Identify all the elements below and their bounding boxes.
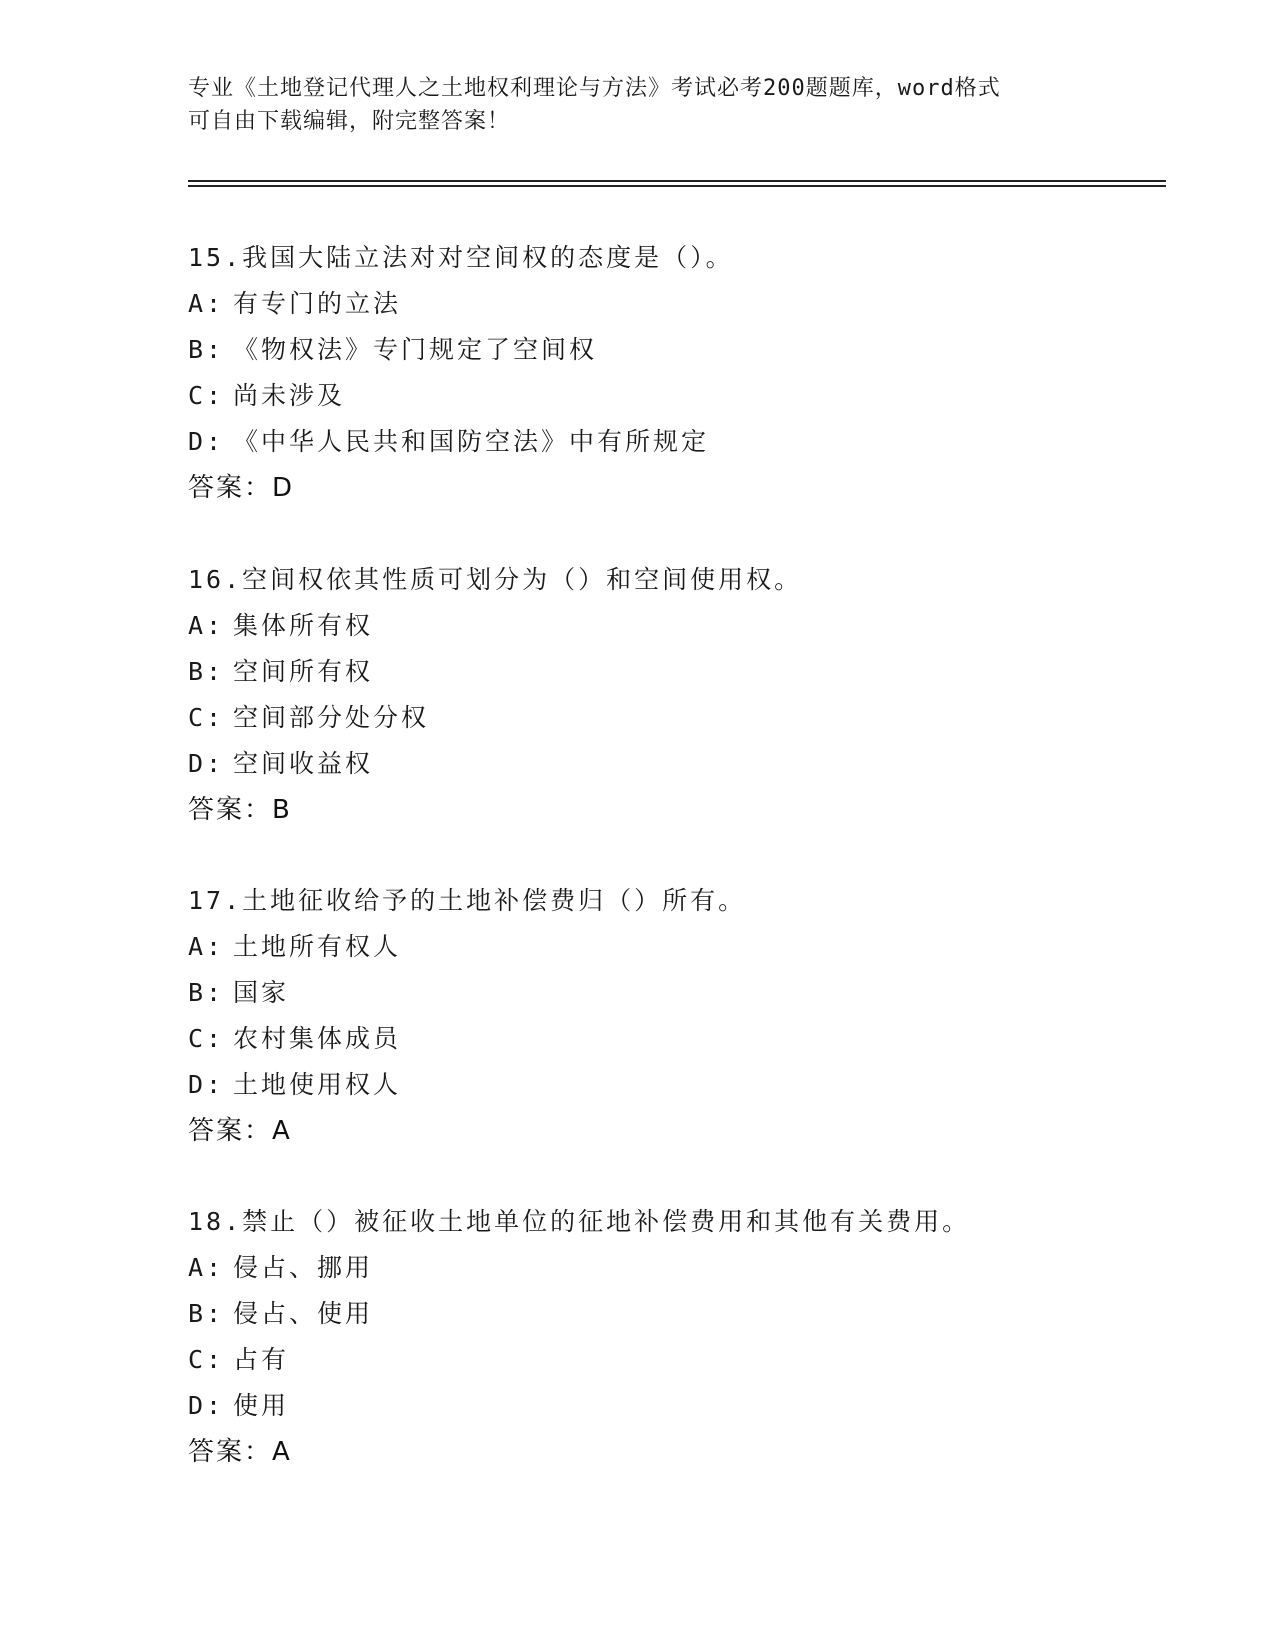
answer: 答案：B — [188, 795, 292, 825]
option-letter: A: — [188, 611, 225, 640]
option-c — [188, 1016, 1148, 1062]
option-b — [188, 1291, 1148, 1337]
header-line-1: 专业《土地登记代理人之土地权利理论与方法》考试必考200题题库，word格式 — [188, 76, 1001, 101]
option-b — [188, 649, 1148, 695]
option-text: 空间收益权 — [233, 749, 374, 778]
option-text: 使用 — [233, 1391, 290, 1420]
option-d — [188, 741, 1148, 787]
option-c — [188, 373, 1148, 419]
option-b — [188, 970, 1148, 1016]
header-divider-bottom — [188, 185, 1166, 187]
option-letter: D: — [188, 749, 225, 778]
option-a — [188, 281, 1148, 327]
option-text: 有专门的立法 — [233, 289, 402, 318]
option-a — [188, 603, 1148, 649]
option-text: 占有 — [233, 1345, 290, 1374]
option-text: 农村集体成员 — [233, 1024, 402, 1053]
option-letter: A: — [188, 932, 225, 961]
question-stem: 15.我国大陆立法对对空间权的态度是（）。 — [188, 243, 734, 272]
question-18 — [188, 1199, 1148, 1475]
option-letter: A: — [188, 1253, 225, 1282]
option-a — [188, 1245, 1148, 1291]
answer: 答案：A — [188, 1116, 292, 1146]
document-header — [188, 72, 1088, 138]
option-letter: B: — [188, 1299, 225, 1328]
option-text: 集体所有权 — [233, 611, 374, 640]
question-stem: 18.禁止（）被征收土地单位的征地补偿费用和其他有关费用。 — [188, 1207, 971, 1236]
option-d — [188, 1062, 1148, 1108]
option-letter: D: — [188, 1070, 225, 1099]
question-17 — [188, 878, 1148, 1154]
option-text: 侵占、使用 — [233, 1299, 374, 1328]
option-letter: C: — [188, 1345, 225, 1374]
header-divider-top — [188, 180, 1166, 182]
option-a — [188, 924, 1148, 970]
option-d — [188, 419, 1148, 465]
option-text: 侵占、挪用 — [233, 1253, 374, 1282]
option-b — [188, 327, 1148, 373]
option-c — [188, 695, 1148, 741]
option-letter: C: — [188, 703, 225, 732]
header-line-2: 可自由下载编辑，附完整答案！ — [188, 109, 511, 134]
question-stem: 17.土地征收给予的土地补偿费归（）所有。 — [188, 886, 747, 915]
option-letter: D: — [188, 1391, 225, 1420]
option-letter: D: — [188, 427, 225, 456]
option-text: 尚未涉及 — [233, 381, 346, 410]
option-text: 土地所有权人 — [233, 932, 402, 961]
question-stem: 16.空间权依其性质可划分为（）和空间使用权。 — [188, 565, 803, 594]
question-16 — [188, 557, 1148, 833]
answer: 答案：D — [188, 473, 295, 503]
option-text: 空间部分处分权 — [233, 703, 430, 732]
option-text: 《中华人民共和国防空法》中有所规定 — [233, 427, 710, 456]
option-text: 空间所有权 — [233, 657, 374, 686]
option-letter: B: — [188, 978, 225, 1007]
option-text: 国家 — [233, 978, 290, 1007]
option-letter: C: — [188, 381, 225, 410]
option-letter: B: — [188, 335, 225, 364]
option-letter: A: — [188, 289, 225, 318]
option-text: 《物权法》专门规定了空间权 — [233, 335, 598, 364]
question-15 — [188, 235, 1148, 511]
option-d — [188, 1383, 1148, 1429]
answer: 答案：A — [188, 1437, 292, 1467]
option-letter: C: — [188, 1024, 225, 1053]
option-letter: B: — [188, 657, 225, 686]
option-text: 土地使用权人 — [233, 1070, 402, 1099]
option-c — [188, 1337, 1148, 1383]
